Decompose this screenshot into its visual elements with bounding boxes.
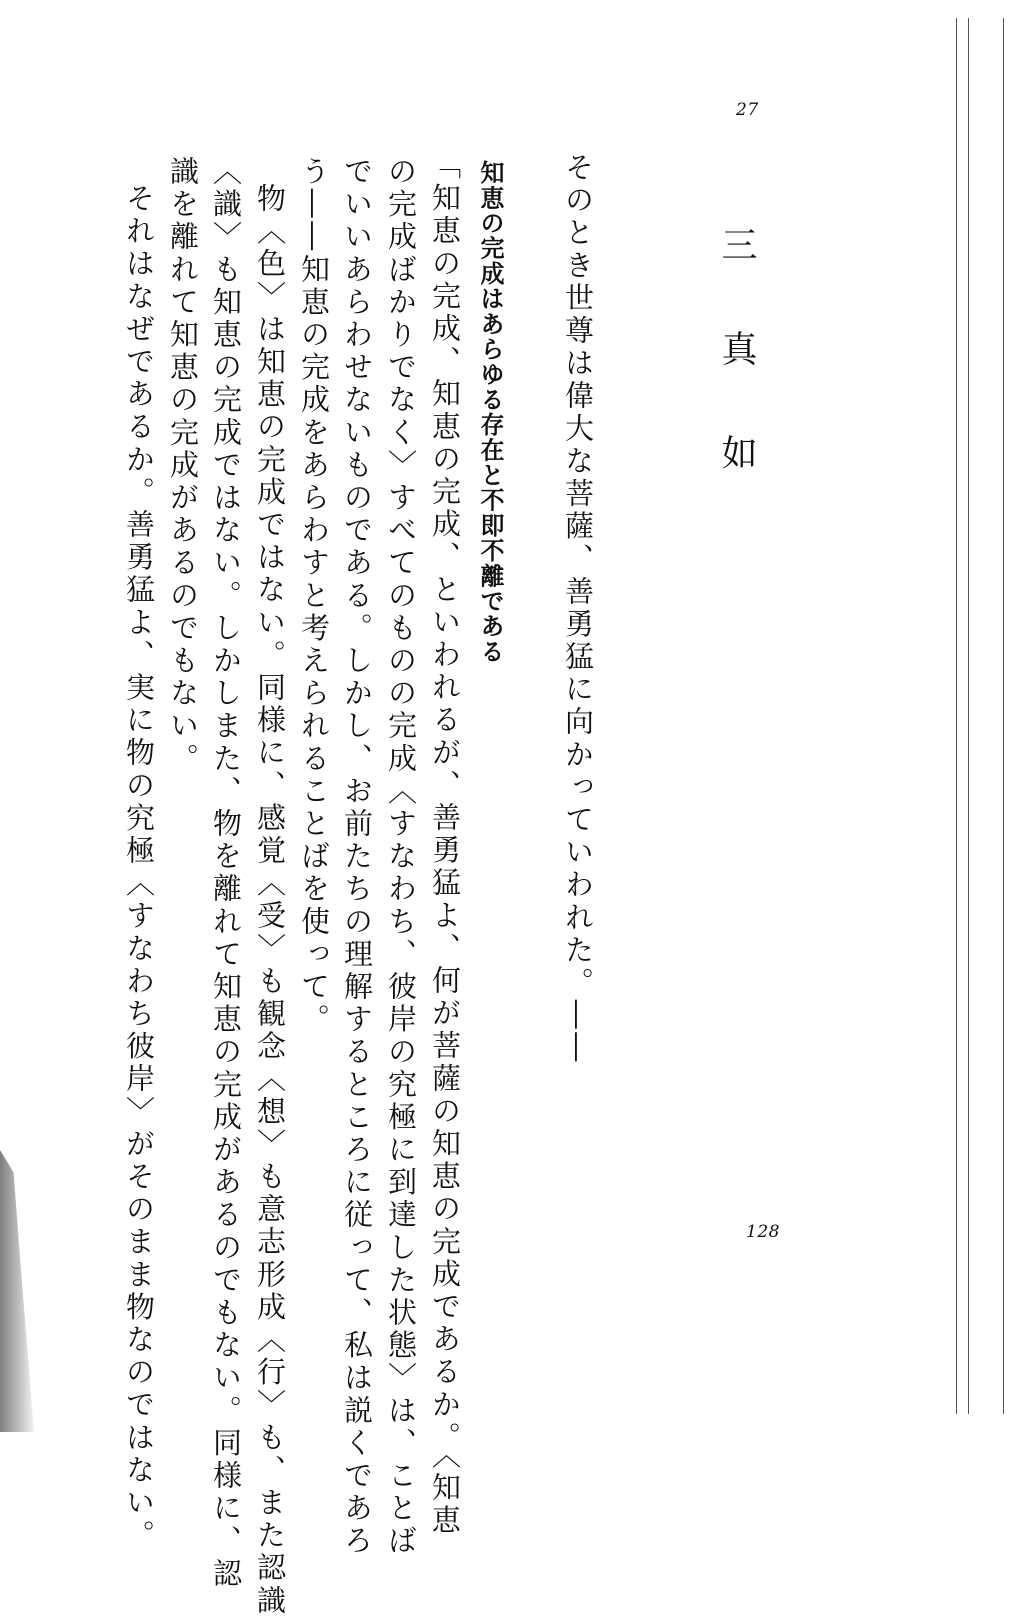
text-column-4: の完成ばかりでなく〉すべてのものの完成〈すなわち、彼岸の究極に到達した状態〉は、ことば bbox=[384, 156, 418, 1558]
margin-rule bbox=[956, 18, 957, 1414]
text-column-10: それはなぜであるか。善勇猛よ、実に物の究極〈すなわち彼岸〉がそのまま物なのではない。 bbox=[122, 183, 156, 1553]
text-column-3: 「知恵の完成、知恵の完成、といわれるが、善勇猛よ、何が菩薩の知恵の完成であるか。〈知恵 bbox=[428, 150, 462, 1538]
bottom-page-number: 128 bbox=[746, 1222, 780, 1242]
scan-edge-shadow bbox=[0, 1150, 34, 1432]
text-column-9: 識を離れて知恵の完成があるのでもない。 bbox=[166, 156, 200, 776]
margin-rule bbox=[1003, 18, 1004, 1414]
chapter-title: 三 真 如 bbox=[716, 226, 757, 486]
text-column-8: 〈識〉も知恵の完成ではない。しかしまた、物を離れて知恵の完成があるのでもない。同様に、認 bbox=[209, 156, 243, 1591]
text-column-6: う――知恵の完成をあらわすと考えられることばを使って。 bbox=[297, 156, 331, 1037]
section-subheading: 知恵の完成はあらゆる存在と不即不離である bbox=[476, 160, 504, 664]
margin-rule bbox=[968, 18, 969, 1414]
text-column-1: そのとき世尊は偉大な菩薩、善勇猛に向かっていわれた。―― bbox=[561, 152, 595, 1065]
text-column-5: でいいあらわせないものである。しかし、お前たちの理解するところに従って、私は説くであろ bbox=[340, 156, 374, 1558]
text-column-7: 物〈色〉は知恵の完成ではない。同様に、感覚〈受〉も観念〈想〉も意志形成〈行〉も、また認識 bbox=[253, 183, 287, 1617]
top-page-number: 27 bbox=[736, 100, 759, 120]
